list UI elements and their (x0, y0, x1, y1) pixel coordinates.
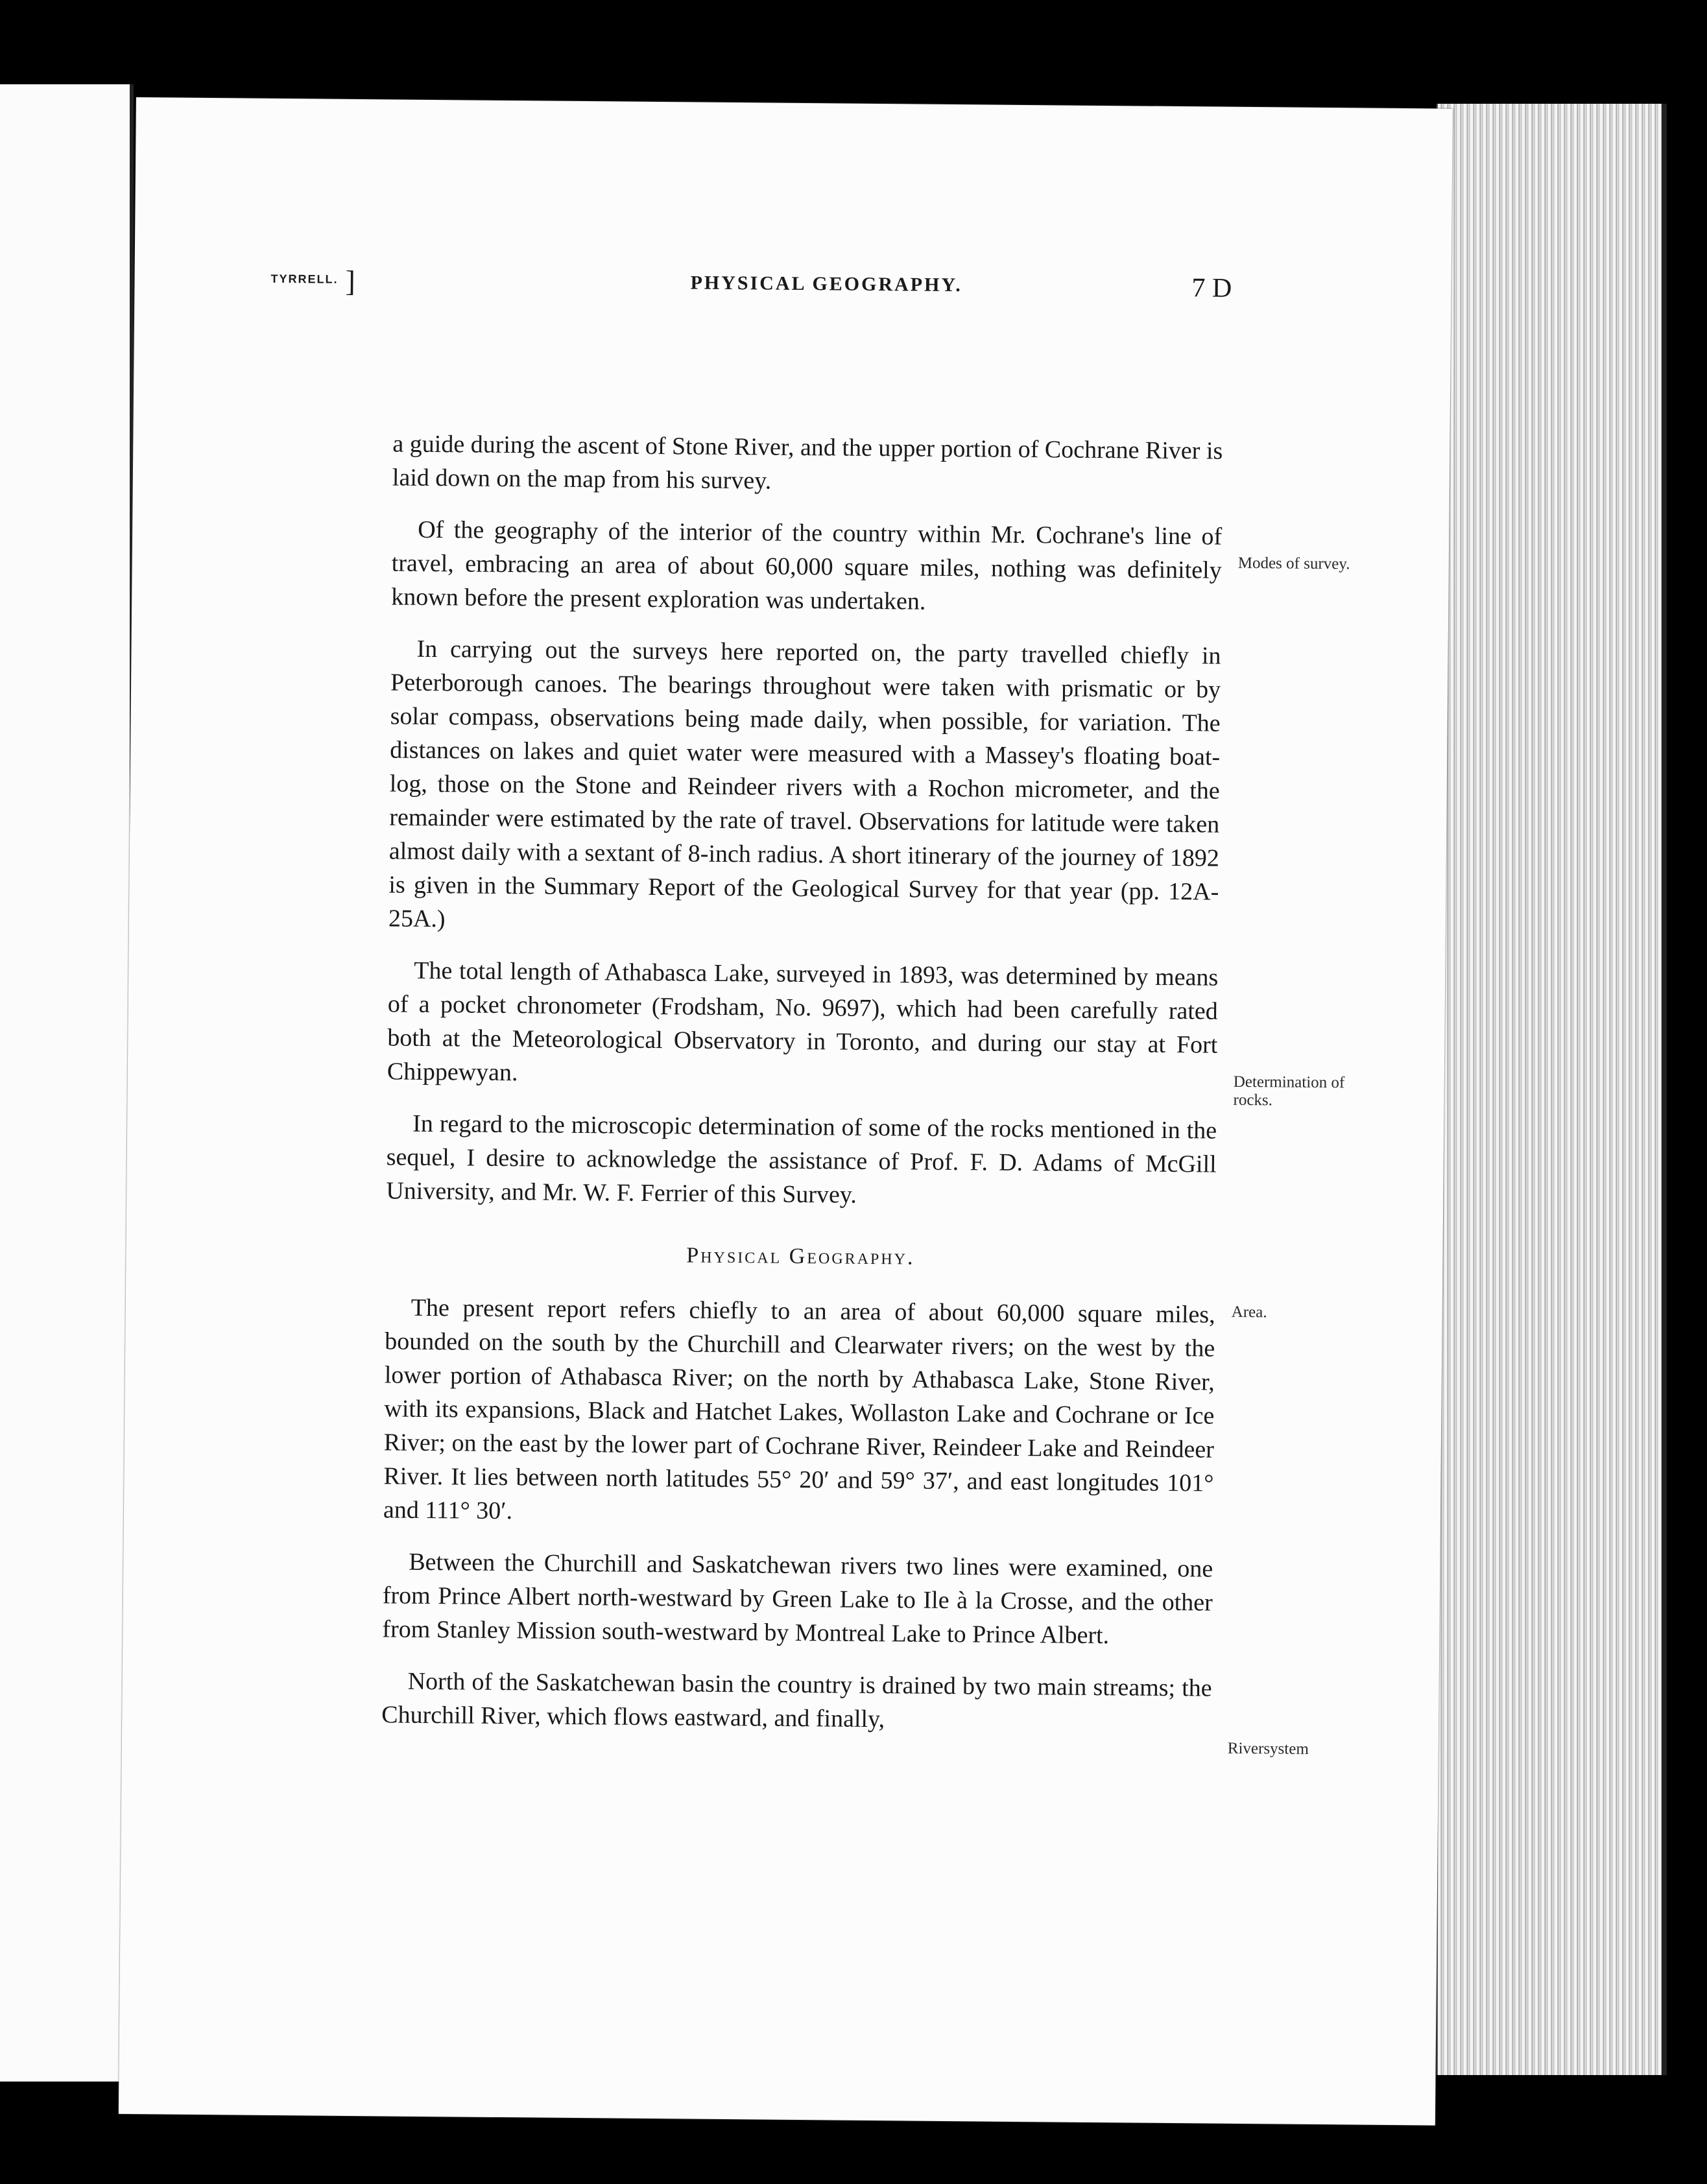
running-header-title: PHYSICAL GEOGRAPHY. (690, 272, 962, 296)
paragraph: In carrying out the surveys here reported on, the party travelled chiefly in Peterborough canoes. The bearings throughout were taken with prismatic or by solar compass, observations being made daily, when possible, for variation. The distances on lakes and quiet water were measured with a Massey's floating boat-log, those on the Stone and Reindeer rivers with a Rochon micrometer, and the remainder were estimated by the rate of travel. Observations for latitude were taken almost daily with a sextant of 8-inch radius. A short itinerary of the journey of 1892 is given in the Summary Report of the Geological Survey for that year (pp. 12A-25A.) (388, 635, 1221, 933)
book-page (119, 97, 1453, 2126)
paragraph: Of the geography of the interior of the country within Mr. Cochrane's line of travel, embracing an area of about 60,000 square miles, nothing was definitely known before the present exploration was undertaken. (391, 516, 1223, 615)
margin-note-river-system: Riversystem (1227, 1739, 1309, 1758)
paragraph: North of the Saskatchewan basin the country is drained by two main streams; the Churchill River, which flows eastward, and finally, (381, 1667, 1212, 1733)
running-header-bracket: ] (345, 264, 356, 298)
page-edges (1437, 104, 1667, 2075)
section-heading: Physical Geography. (686, 1243, 915, 1270)
paragraph: The present report refers chiefly to an area of about 60,000 square miles, bounded on the south by the Churchill and Clearwater rivers; on the west by the lower portion of Athabasca River; on the north by Athabasca Lake, Stone River, with its expansions, Black and Hatchet Lakes, Wollaston Lake and Cochrane or Ice River; on the east by the lower part of Cochrane River, Reindeer Lake and Reindeer River. It lies between north latitudes 55° 20′ and 59° 37′, and east longitudes 101° and 111° 30′. (383, 1294, 1215, 1525)
paragraph: In regard to the microscopic determination of some of the rocks mentioned in the sequel, I desire to acknowledge the assistance of Prof. F. D. Adams of McGill University, and Mr. W. F. Ferrier of this Survey. (386, 1110, 1217, 1209)
running-header (270, 264, 1276, 309)
facing-page (0, 84, 134, 2082)
paragraph: Between the Churchill and Saskatchewan rivers two lines were examined, one from Prince Albert north-westward by Green Lake to Ile à la Crosse, and the other from Stanley Mission south-westward by Montreal Lake to Prince Albert. (382, 1548, 1213, 1650)
page-number: 7 D (1191, 273, 1232, 303)
running-header-author: TYRRELL. (270, 272, 339, 286)
paragraph: The total length of Athabasca Lake, surveyed in 1893, was determined by means of a pocket chronometer (Frodsham, No. 9697), which had been carefully rated both at the Meteorological Observatory in Toronto, and during our stay at Fort Chippewyan. (387, 956, 1219, 1087)
margin-note-area: Area. (1231, 1303, 1267, 1322)
body-text (381, 427, 1223, 1757)
margin-note-determination-of-rocks: Determination of rocks. (1233, 1073, 1345, 1110)
margin-note-modes-of-survey: Modes of survey. (1237, 554, 1350, 573)
paragraph: a guide during the ascent of Stone River, and the upper portion of Cochrane River is laid down on the map from his survey. (392, 430, 1223, 495)
